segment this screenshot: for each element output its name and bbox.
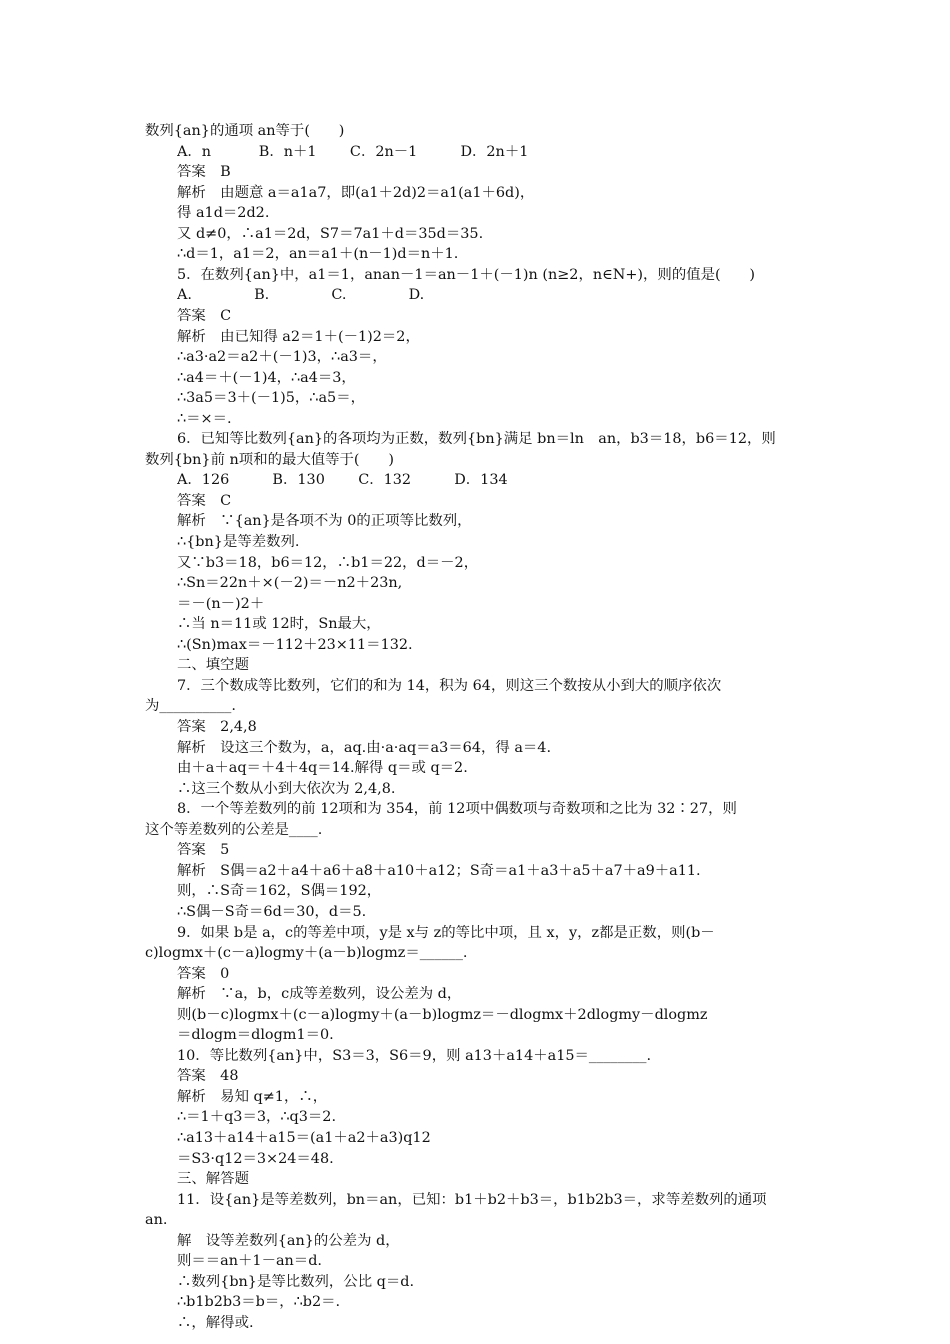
text-line: 二、填空题 [177,657,249,674]
text-line: 数列{an}的通项 an等于( ) [145,123,345,139]
text-line: 11．设{an}是等差数列，bn＝an，已知：b1＋b2＋b3＝，b1b2b3＝，求等差数列的通项 [177,1191,767,1208]
text-line: ∴a3·a2＝a2＋(－1)3，∴a3＝， [177,349,387,366]
text-line: 解析 设这三个数为，a，aq.由·a·aq＝a3＝64，得 a＝4. [177,739,552,756]
text-line: 数列{bn}前 n项和的最大值等于( ) [145,451,394,468]
text-line: 答案 C [177,492,232,509]
text-line: ∴＝×＝. [177,410,232,427]
text-line: ∴a4＝＋(－1)4，∴a4＝3， [177,369,356,386]
text-line: ∴b1b2b3＝b＝，∴b2＝. [177,1294,341,1311]
text-line: 答案 48 [177,1068,239,1085]
text-line: ∴，解得或. [177,1314,254,1331]
text-line: 解析 ∵{an}是各项不为 0的正项等比数列， [177,513,472,530]
text-line: A．n B．n＋1 C．2n－1 D．2n＋1 [177,143,529,160]
text-line: 解 设等差数列{an}的公差为 d， [177,1232,400,1249]
text-line: A．126 B．130 C．132 D．134 [177,472,508,489]
text-line: 为__________. [145,698,236,715]
text-line: 由＋a＋aq＝＋4＋4q＝14.解得 q＝或 q＝2. [177,760,468,777]
text-line: ∴d＝1，a1＝2，an＝a1＋(n－1)d＝n＋1. [177,246,459,263]
text-line: 答案 0 [177,965,230,982]
text-line: 则＝＝an＋1－an＝d. [177,1253,322,1270]
text-line: ∴a13＋a14＋a15＝(a1＋a2＋a3)q12 [177,1130,431,1146]
text-line: 解析 由题意 a＝a1a7，即(a1＋2d)2＝a1(a1＋6d)， [177,184,535,201]
text-line: ＝－(n－)2＋ [177,595,265,612]
text-line: ∴{bn}是等差数列. [177,534,300,550]
text-line: 这个等差数列的公差是____. [145,821,323,838]
text-line: 则(b－c)logmx＋(c－a)logmy＋(a－b)logmz＝－dlogmx＋2dlogmy－dlogmz [177,1006,708,1023]
text-line: 答案 2,4,8 [177,719,257,735]
text-line: 10．等比数列{an}中，S3＝3，S6＝9，则 a13＋a14＋a15＝________. [177,1047,652,1064]
text-line: 5．在数列{an}中，a1＝1，anan－1＝an－1＋(－1)n (n≥2，n∈N+)，则的值是( ) [177,266,756,283]
text-line: 8．一个等差数列的前 12项和为 354，前 12项中偶数项与奇数项和之比为 32∶27，则 [177,801,737,818]
text-line: A. B. C. D. [177,287,425,304]
text-line: 答案 5 [177,842,230,859]
text-line: 6．已知等比数列{an}的各项均为正数，数列{bn}满足 bn＝ln an，b3＝18，b6＝12，则 [177,431,776,448]
text-line: ∴当 n＝11或 12时，Sn最大， [177,616,381,633]
text-line: 解析 ∵a，b，c成等差数列，设公差为 d， [177,986,462,1003]
text-line: 解析 由已知得 a2＝1＋(－1)2＝2， [177,328,420,345]
text-line: 9．如果 b是 a，c的等差中项，y是 x与 z的等比中项，且 x，y，z都是正数，则(b－ [177,924,715,941]
text-line: c)logmx＋(c－a)logmy＋(a－b)logmz＝______. [145,945,468,961]
text-line: 解析 S偶＝a2＋a4＋a6＋a8＋a10＋a12；S奇＝a1＋a3＋a5＋a7＋a9＋a11. [177,862,701,879]
text-line: 三、解答题 [177,1171,249,1187]
text-line: 又 d≠0，∴a1＝2d，S7＝7a1＋d＝35d＝35. [177,225,484,242]
text-line: 得 a1d＝2d2. [177,205,270,222]
text-line: ＝dlogm＝dlogm1＝0. [177,1027,334,1044]
text-line: 7．三个数成等比数列，它们的和为 14，积为 64，则这三个数按从小到大的顺序依次 [177,677,722,694]
text-line: ∴数列{bn}是等比数列，公比 q＝d. [177,1273,415,1290]
text-line: 又∵b3＝18，b6＝12，∴b1＝22，d＝－2， [177,554,479,571]
text-line: 答案 C [177,308,232,324]
text-line: ∴(Sn)max＝－112＋23×11＝132. [177,636,413,653]
text-line: ∴这三个数从小到大依次为 2,4,8. [177,780,396,797]
text-line: 答案 B [177,164,231,181]
text-line: ∴Sn＝22n＋×(－2)＝－n2＋23n, [177,575,403,592]
text-line: an. [145,1212,168,1229]
text-line: ∴＝1＋q3＝3，∴q3＝2. [177,1109,337,1126]
text-line: 解析 易知 q≠1，∴， [177,1088,328,1105]
text-line: ＝S3·q12＝3×24＝48. [177,1150,334,1167]
text-line: 则，∴S奇＝162，S偶＝192， [177,883,382,900]
text-line: ∴3a5＝3＋(－1)5，∴a5＝， [177,390,365,407]
text-line: ∴S偶－S奇＝6d＝30，d＝5. [177,903,367,920]
